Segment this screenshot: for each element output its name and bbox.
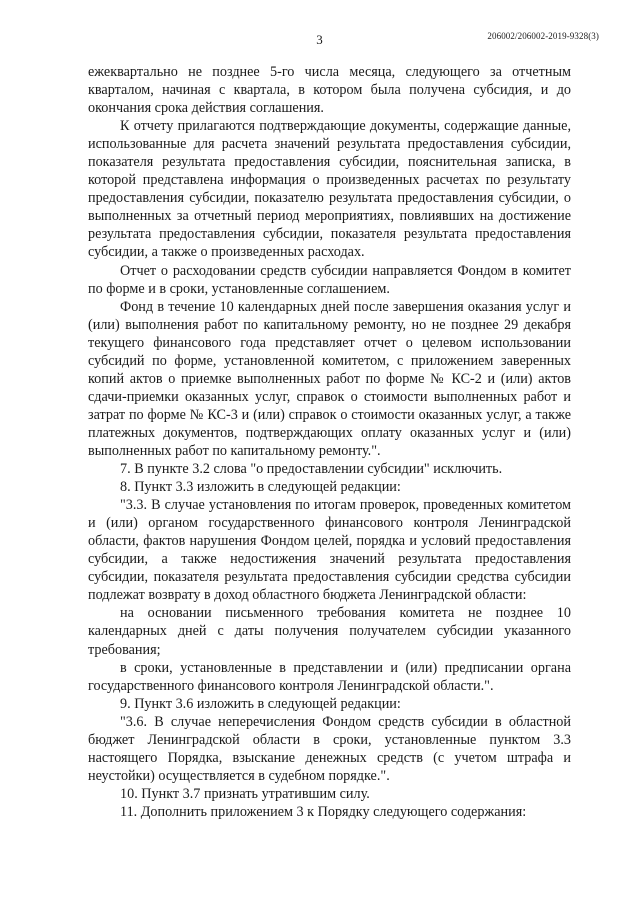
paragraph: 8. Пункт 3.3 изложить в следующей редакции:	[120, 479, 401, 496]
paragraph: "3.3. В случае установления по итогам проверок, проведенных комитетом и (или) органом государственного финансового контроля Ленинградской области, фактов нарушения Фондом целей, порядка и условий предоставления субсидии, а также недостижения значений результата предоставления субсидии, показателя результата предоставления субсидии средства субсидии подлежат возврату в доход областного бюджета Ленинградской области:	[88, 497, 571, 604]
paragraph: на основании письменного требования комитета не позднее 10 календарных дней с даты получения получателем субсидии указанного требования;	[88, 605, 571, 658]
paragraph: "3.6. В случае неперечисления Фондом средств субсидии в областной бюджет Ленинградской области в сроки, установленные пунктом 3.3 настоящего Порядка, взыскание денежных средств (с учетом штрафа и неустойки) осуществляется в судебном порядке.".	[88, 713, 571, 784]
paragraph: ежеквартально не позднее 5-го числа месяца, следующего за отчетным кварталом, начиная с квартала, в котором была получена субсидия, и до окончания срока действия соглашения.	[88, 64, 571, 117]
paragraph: 7. В пункте 3.2 слова "о предоставлении субсидии" исключить.	[120, 461, 503, 478]
paragraph: в сроки, установленные в представлении и (или) предписании органа государственного финансового контроля Ленинградской области.".	[88, 659, 571, 694]
paragraph: К отчету прилагаются подтверждающие документы, содержащие данные, использованные для расчета значений результата предоставления субсидии, показателя результата предоставления субсидии, пояснительная записка, в которой представлена информация о произведенных расчетах по результату предоставления субсидии, показателю результата предоставления субсидии, о выполненных за отчетный период мероприятиях, повлиявших на достижение результата предоставления субсидии, показателя результата предоставления субсидии, а также о произведенных расходах.	[88, 118, 571, 261]
paragraph: 10. Пункт 3.7 признать утратившим силу.	[120, 785, 370, 802]
paragraph: 11. Дополнить приложением 3 к Порядку следующего содержания:	[120, 803, 527, 820]
paragraph: Отчет о расходовании средств субсидии направляется Фондом в комитет по форме и в сроки, установленные соглашением.	[88, 262, 571, 297]
page-number: 3	[316, 32, 323, 47]
document-body	[88, 63, 571, 821]
document-id: 206002/206002-2019-9328(3)	[487, 31, 599, 41]
paragraph: Фонд в течение 10 календарных дней после завершения оказания услуг и (или) выполнения работ по капитальному ремонту, но не позднее 29 декабря текущего финансового года представляет отчет о целевом использовании субсидий по форме, установленной комитетом, с приложением заверенных копий актов о приемке выполненных работ по форме № КС-2 и (или) актов сдачи-приемки оказанных услуг, справок о стоимости выполненных работ и затрат по форме № КС-3 и (или) справок о стоимости оказанных услуг, а также платежных документов, подтверждающих оплату оказанных услуг и (или) выполненных работ по капитальному ремонту.".	[88, 298, 571, 459]
paragraph: 9. Пункт 3.6 изложить в следующей редакции:	[120, 695, 401, 712]
